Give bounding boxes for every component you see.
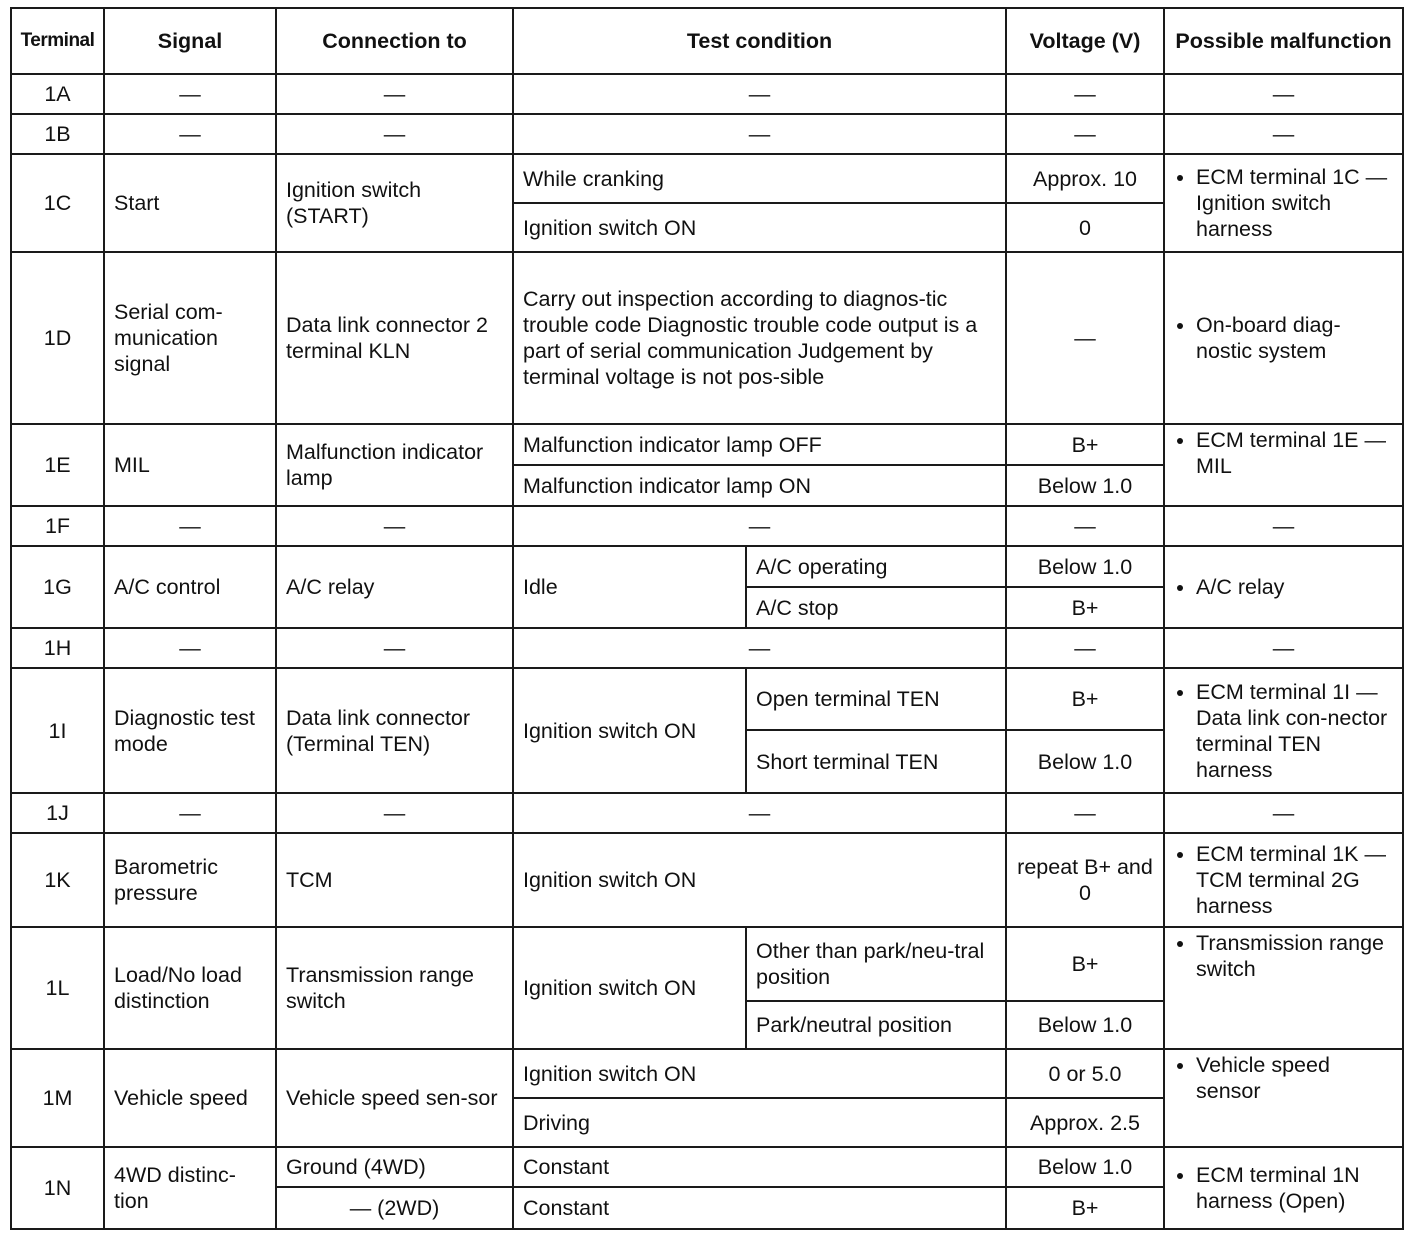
malfunction-item: • ECM terminal 1I — Data link con-nector terminal TEN harness (1196, 679, 1393, 783)
terminal-cell: 1D (11, 252, 104, 424)
terminal-cell: 1G (11, 546, 104, 628)
subcondition-cell: Open terminal TEN (746, 668, 1006, 730)
terminal-cell: 1B (11, 114, 104, 154)
malfunction-cell: — (1164, 506, 1403, 546)
malfunction-cell (1164, 424, 1403, 506)
malfunction-cell (1164, 927, 1403, 1049)
malfunction-item: • ECM terminal 1N harness (Open) (1196, 1162, 1393, 1214)
header-voltage: Voltage (V) (1006, 8, 1164, 74)
terminal-cell: 1C (11, 154, 104, 252)
condition-cell: Ignition switch ON (513, 927, 746, 1049)
malfunction-item: • ECM terminal 1C — Ignition switch harness (1196, 164, 1393, 242)
condition-cell: Carry out inspection according to diagnos-tic trouble code Diagnostic trouble code output is a part of serial communication Judgement by terminal voltage is not pos-sible (513, 252, 1006, 424)
voltage-cell: B+ (1006, 424, 1164, 465)
malfunction-item: • Vehicle speed sensor (1196, 1052, 1393, 1104)
condition-cell: Malfunction indicator lamp ON (513, 465, 1006, 506)
terminal-cell: 1L (11, 927, 104, 1049)
malfunction-cell (1164, 546, 1403, 628)
terminal-cell: 1F (11, 506, 104, 546)
connection-cell: TCM (276, 833, 513, 927)
signal-cell: 4WD distinc-tion (104, 1147, 276, 1229)
terminal-cell: 1M (11, 1049, 104, 1147)
table-row (11, 668, 1403, 730)
connection-cell: Transmission range switch (276, 927, 513, 1049)
table-row (11, 628, 1403, 668)
signal-cell: Load/No load distinction (104, 927, 276, 1049)
signal-cell: Barometric pressure (104, 833, 276, 927)
signal-cell: MIL (104, 424, 276, 506)
subcondition-cell: Short terminal TEN (746, 730, 1006, 793)
signal-cell: Vehicle speed (104, 1049, 276, 1147)
condition-cell: Malfunction indicator lamp OFF (513, 424, 1006, 465)
voltage-cell: B+ (1006, 668, 1164, 730)
voltage-cell: — (1006, 74, 1164, 114)
terminal-cell: 1E (11, 424, 104, 506)
malfunction-cell (1164, 154, 1403, 252)
header-test-condition: Test condition (513, 8, 1006, 74)
malfunction-item: • A/C relay (1196, 574, 1393, 600)
voltage-cell: 0 (1006, 203, 1164, 252)
table-row (11, 424, 1403, 465)
table-row (11, 927, 1403, 1001)
condition-cell: Ignition switch ON (513, 668, 746, 793)
header-malfunction: Possible malfunction (1164, 8, 1403, 74)
voltage-cell: Below 1.0 (1006, 730, 1164, 793)
table-row (11, 833, 1403, 927)
condition-cell: Ignition switch ON (513, 833, 1006, 927)
condition-cell: While cranking (513, 154, 1006, 203)
malfunction-cell (1164, 1049, 1403, 1147)
malfunction-item: • Transmission range switch (1196, 930, 1393, 982)
condition-cell: — (513, 628, 1006, 668)
table-row (11, 252, 1403, 424)
subcondition-cell: Other than park/neu-tral position (746, 927, 1006, 1001)
voltage-cell: repeat B+ and 0 (1006, 833, 1164, 927)
malfunction-item: • ECM terminal 1E — MIL (1196, 427, 1393, 479)
signal-cell: — (104, 793, 276, 833)
connection-cell: — (276, 114, 513, 154)
condition-cell: Driving (513, 1098, 1006, 1147)
signal-cell: — (104, 114, 276, 154)
connection-cell: Data link connector 2 terminal KLN (276, 252, 513, 424)
table-row (11, 793, 1403, 833)
terminal-cell: 1I (11, 668, 104, 793)
condition-cell: — (513, 506, 1006, 546)
connection-cell: — (2WD) (276, 1187, 513, 1229)
voltage-cell: Below 1.0 (1006, 546, 1164, 587)
voltage-cell: — (1006, 252, 1164, 424)
signal-cell: Diagnostic test mode (104, 668, 276, 793)
voltage-cell: B+ (1006, 1187, 1164, 1229)
condition-cell: Constant (513, 1147, 1006, 1187)
header-terminal: Terminal (11, 8, 104, 74)
table-row (11, 1147, 1403, 1187)
table-row (11, 154, 1403, 203)
signal-cell: Start (104, 154, 276, 252)
terminal-cell: 1K (11, 833, 104, 927)
voltage-cell: Approx. 10 (1006, 154, 1164, 203)
malfunction-cell (1164, 668, 1403, 793)
voltage-cell: 0 or 5.0 (1006, 1049, 1164, 1098)
voltage-cell: Approx. 2.5 (1006, 1098, 1164, 1147)
voltage-cell: B+ (1006, 587, 1164, 628)
condition-cell: — (513, 74, 1006, 114)
connection-cell: Ground (4WD) (276, 1147, 513, 1187)
signal-cell: A/C control (104, 546, 276, 628)
terminal-cell: 1J (11, 793, 104, 833)
voltage-cell: B+ (1006, 927, 1164, 1001)
malfunction-cell: — (1164, 74, 1403, 114)
subcondition-cell: A/C stop (746, 587, 1006, 628)
table-row (11, 506, 1403, 546)
condition-cell: Constant (513, 1187, 1006, 1229)
connection-cell: Ignition switch (START) (276, 154, 513, 252)
connection-cell: Malfunction indicator lamp (276, 424, 513, 506)
condition-cell: Idle (513, 546, 746, 628)
voltage-cell: — (1006, 793, 1164, 833)
malfunction-cell (1164, 252, 1403, 424)
table-row (11, 546, 1403, 587)
terminal-cell: 1A (11, 74, 104, 114)
malfunction-item: • ECM terminal 1K — TCM terminal 2G harness (1196, 841, 1393, 919)
voltage-cell: — (1006, 628, 1164, 668)
table-row (11, 1049, 1403, 1098)
connection-cell: Vehicle speed sen-sor (276, 1049, 513, 1147)
connection-cell: — (276, 506, 513, 546)
terminal-cell: 1H (11, 628, 104, 668)
condition-cell: — (513, 793, 1006, 833)
header-connection: Connection to (276, 8, 513, 74)
connection-cell: Data link connector (Terminal TEN) (276, 668, 513, 793)
condition-cell: Ignition switch ON (513, 1049, 1006, 1098)
voltage-cell: Below 1.0 (1006, 1147, 1164, 1187)
voltage-cell: — (1006, 114, 1164, 154)
subcondition-cell: Park/neutral position (746, 1001, 1006, 1049)
subcondition-cell: A/C operating (746, 546, 1006, 587)
terminal-cell: 1N (11, 1147, 104, 1229)
malfunction-cell (1164, 833, 1403, 927)
voltage-cell: — (1006, 506, 1164, 546)
signal-cell: Serial com-munication signal (104, 252, 276, 424)
voltage-cell: Below 1.0 (1006, 465, 1164, 506)
header-row (11, 8, 1403, 74)
ecm-terminal-table (10, 7, 1404, 1230)
signal-cell: — (104, 506, 276, 546)
connection-cell: — (276, 793, 513, 833)
malfunction-cell: — (1164, 114, 1403, 154)
condition-cell: Ignition switch ON (513, 203, 1006, 252)
voltage-cell: Below 1.0 (1006, 1001, 1164, 1049)
signal-cell: — (104, 74, 276, 114)
connection-cell: — (276, 628, 513, 668)
condition-cell: — (513, 114, 1006, 154)
header-signal: Signal (104, 8, 276, 74)
malfunction-cell: — (1164, 628, 1403, 668)
malfunction-cell (1164, 1147, 1403, 1229)
signal-cell: — (104, 628, 276, 668)
connection-cell: A/C relay (276, 546, 513, 628)
connection-cell: — (276, 74, 513, 114)
malfunction-item: • On-board diag-nostic system (1196, 312, 1393, 364)
malfunction-cell: — (1164, 793, 1403, 833)
table-row (11, 74, 1403, 114)
table-row (11, 114, 1403, 154)
